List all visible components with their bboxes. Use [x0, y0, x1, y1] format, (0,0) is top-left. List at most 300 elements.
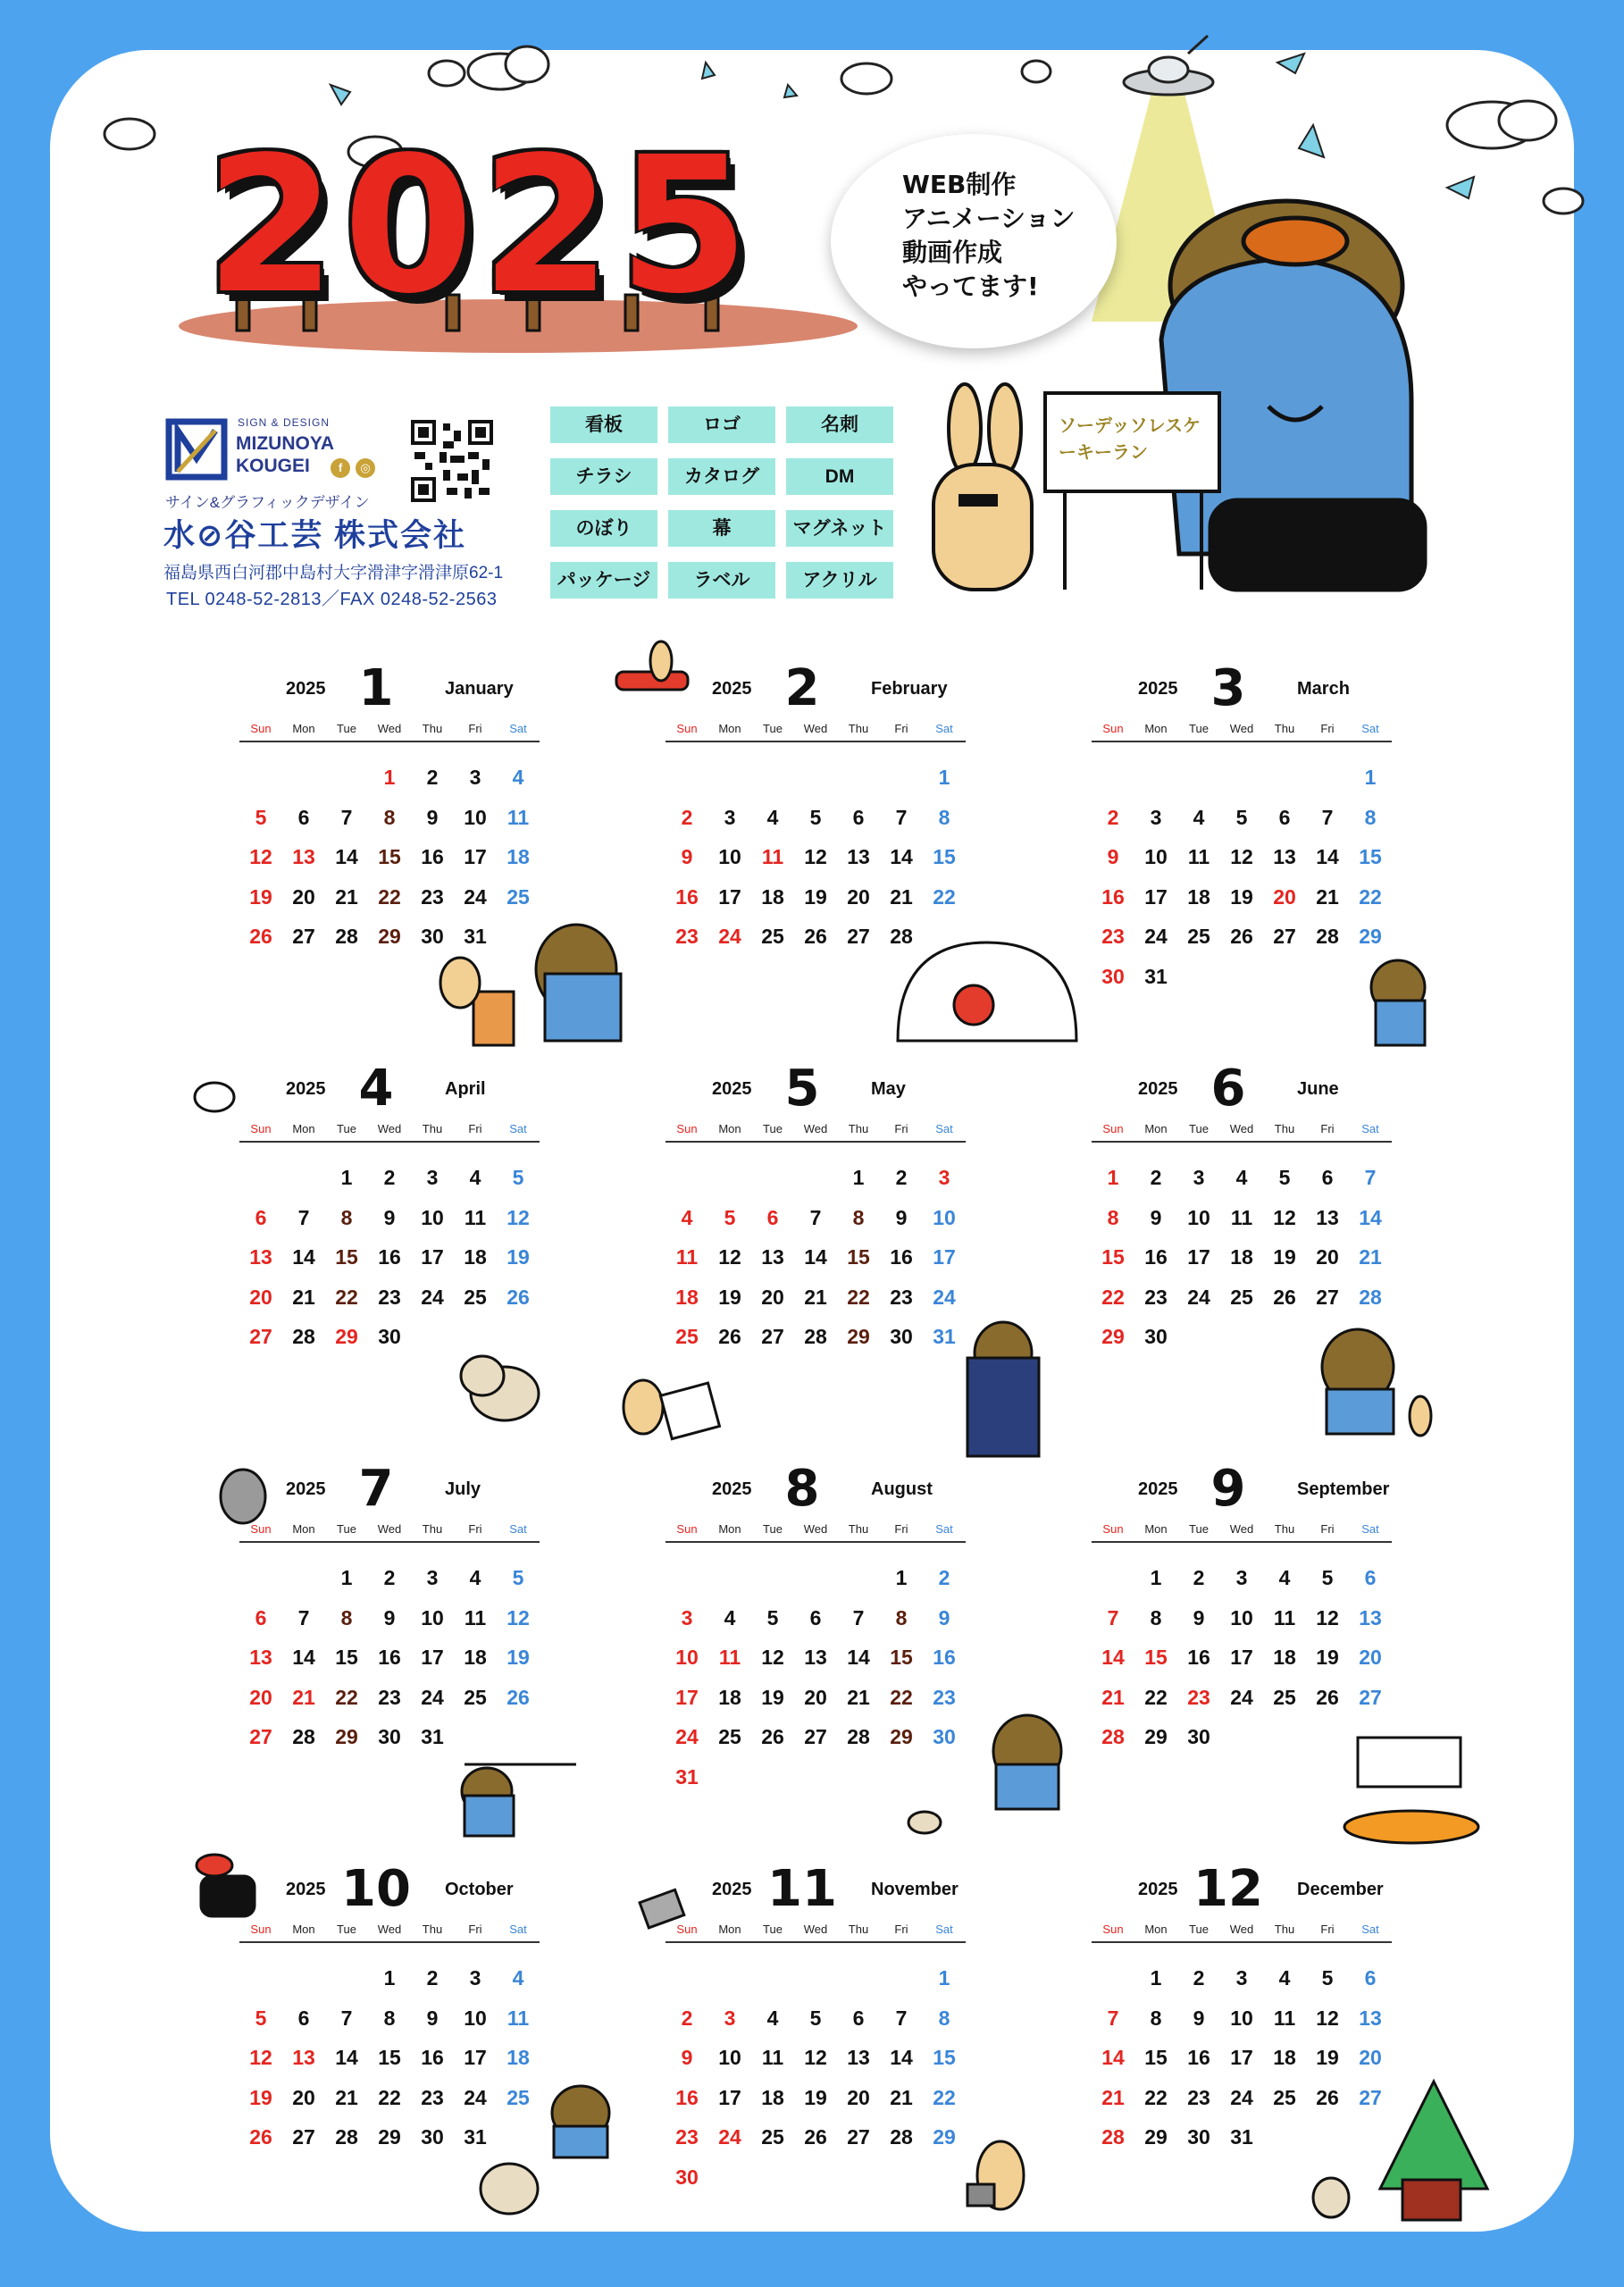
weekday-label: Wed	[1229, 1122, 1254, 1135]
empty-day	[880, 759, 923, 800]
day-cell: 22	[335, 1685, 358, 1709]
day-cell: 22	[1359, 884, 1382, 909]
day-cell: 13	[847, 2046, 870, 2069]
day-cell: 4	[469, 1166, 481, 1189]
weekday-label: Wed	[1229, 1522, 1254, 1536]
day-cell: 31	[464, 925, 487, 948]
day-cell: 11	[1230, 1205, 1253, 1229]
empty-day	[880, 1960, 923, 2000]
day-cell: 18	[761, 884, 784, 909]
day-cell: 1	[938, 766, 950, 789]
weekday-header	[1092, 1122, 1392, 1143]
day-cell: 3	[1235, 1966, 1248, 1990]
day-cell: 24	[933, 1285, 956, 1309]
weekday-label: Thu	[1274, 1122, 1295, 1135]
day-cell: 27	[292, 2125, 315, 2149]
day-cell: 12	[1230, 845, 1253, 868]
empty-day	[666, 759, 708, 800]
day-cell: 19	[1230, 884, 1253, 909]
weekday-label: Sun	[1102, 1122, 1124, 1135]
day-cell: 26	[804, 925, 827, 948]
day-cell: 17	[464, 845, 487, 868]
logo-name-line2: KOUGEI	[236, 456, 310, 476]
day-cell: 29	[1359, 925, 1382, 948]
day-cell: 25	[761, 2125, 784, 2149]
day-cell: 27	[804, 1725, 827, 1748]
day-cell: 4	[512, 766, 524, 789]
signboard-text: ソーデッソレスケーキーラン	[1059, 416, 1201, 463]
weekday-header	[1092, 722, 1392, 742]
weekday-label: Thu	[422, 722, 443, 735]
month-year: 2025	[712, 1479, 752, 1499]
day-cell: 8	[340, 1205, 353, 1229]
day-cell: 9	[383, 1605, 396, 1629]
weekday-label: Sat	[1361, 1122, 1379, 1135]
weekday-label: Sun	[1102, 1522, 1124, 1536]
day-cell: 31	[1144, 964, 1168, 988]
weekday-label: Tue	[1189, 1122, 1209, 1135]
weekday-label: Thu	[422, 1923, 443, 1936]
day-cell: 30	[421, 925, 444, 948]
day-cell: 14	[335, 2046, 358, 2069]
day-cell: 19	[249, 2085, 272, 2109]
day-cell: 6	[297, 2006, 310, 2030]
day-cell: 10	[464, 2006, 487, 2030]
day-cell: 18	[1273, 1646, 1296, 1669]
day-cell: 5	[512, 1566, 524, 1589]
weekday-label: Fri	[1320, 1522, 1335, 1536]
day-cell: 24	[1230, 2085, 1253, 2109]
day-cell: 15	[933, 2046, 956, 2069]
weekday-label: Mon	[718, 722, 741, 735]
weekday-label: Tue	[337, 1522, 356, 1536]
weekday-label: Thu	[848, 1923, 869, 1936]
day-cell: 4	[681, 1205, 693, 1229]
day-cell: 26	[249, 925, 272, 948]
day-cell: 26	[1273, 1285, 1296, 1309]
day-cell: 18	[506, 845, 530, 868]
day-cell: 12	[804, 2046, 827, 2069]
day-cell: 4	[469, 1566, 481, 1589]
weekday-label: Tue	[763, 1522, 783, 1536]
weekday-label: Fri	[894, 1122, 908, 1135]
weekday-header	[239, 1122, 540, 1143]
day-cell: 18	[506, 2046, 530, 2069]
day-cell: 3	[469, 1966, 481, 1990]
pug-icon	[195, 1083, 234, 1111]
day-cell: 6	[766, 1205, 779, 1229]
days-grid	[239, 1560, 540, 1759]
day-cell: 12	[761, 1646, 784, 1669]
empty-day	[751, 1560, 794, 1600]
weekday-label: Tue	[337, 722, 356, 735]
weekday-label: Sat	[935, 1923, 953, 1936]
day-cell: 16	[378, 1646, 401, 1669]
weekday-label: Sat	[1361, 1522, 1379, 1536]
weekday-label: Fri	[468, 1522, 482, 1536]
service-item: 幕	[668, 510, 775, 547]
day-cell: 23	[378, 1685, 401, 1709]
day-cell: 22	[933, 2085, 956, 2109]
day-cell: 7	[340, 2006, 353, 2030]
day-cell: 12	[1316, 2006, 1339, 2030]
weekday-label: Fri	[1320, 1923, 1335, 1936]
day-cell: 16	[1101, 884, 1125, 909]
day-cell: 28	[890, 2125, 913, 2149]
day-cell: 16	[1144, 1245, 1168, 1269]
day-cell: 31	[464, 2125, 487, 2149]
day-cell: 9	[938, 1605, 950, 1629]
day-cell: 20	[1273, 884, 1296, 909]
weekday-header	[239, 1923, 540, 1943]
day-cell: 6	[1364, 1966, 1377, 1990]
empty-day	[794, 1960, 837, 2000]
weekday-label: Thu	[1274, 1522, 1295, 1536]
empty-day	[1092, 759, 1134, 800]
day-cell: 22	[1144, 1685, 1168, 1709]
qr-code-icon[interactable]	[411, 420, 493, 502]
month-year: 2025	[286, 1880, 326, 1899]
day-cell: 2	[383, 1166, 396, 1189]
days-grid	[239, 1160, 540, 1359]
day-cell: 24	[421, 1685, 444, 1709]
day-cell: 21	[1359, 1245, 1382, 1269]
days-grid	[1092, 1560, 1392, 1759]
day-cell: 23	[1101, 925, 1125, 948]
day-cell: 8	[340, 1605, 353, 1629]
day-cell: 28	[292, 1325, 315, 1348]
day-cell: 30	[675, 2165, 699, 2189]
day-cell: 5	[512, 1166, 524, 1189]
day-cell: 28	[890, 925, 913, 948]
weekday-label: Tue	[763, 1122, 783, 1135]
day-cell: 11	[1273, 1605, 1296, 1629]
day-cell: 29	[890, 1725, 913, 1748]
day-cell: 2	[1107, 805, 1119, 829]
day-cell: 31	[675, 1764, 699, 1789]
day-cell: 9	[681, 845, 693, 868]
day-cell: 29	[1101, 1325, 1125, 1348]
day-cell: 17	[1187, 1245, 1210, 1269]
day-cell: 7	[297, 1605, 310, 1629]
day-cell: 15	[847, 1245, 870, 1269]
day-cell: 21	[1101, 2085, 1125, 2109]
day-cell: 6	[1364, 1566, 1377, 1589]
day-cell: 7	[895, 2006, 908, 2030]
month-name: April	[445, 1079, 486, 1099]
weekday-label: Sat	[1361, 722, 1379, 735]
weekday-label: Wed	[377, 1122, 402, 1135]
day-cell: 8	[938, 2006, 950, 2030]
day-cell: 16	[1187, 1646, 1210, 1669]
instagram-icon[interactable]: ◎	[356, 458, 375, 478]
weekday-label: Sat	[509, 1923, 527, 1936]
day-cell: 23	[421, 884, 444, 909]
day-cell: 18	[1273, 2046, 1296, 2069]
company-logo-icon	[165, 418, 228, 481]
day-cell: 30	[1187, 1725, 1210, 1748]
weekday-label: Sat	[935, 1122, 953, 1135]
service-item: 名刺	[786, 406, 893, 443]
empty-day	[751, 1960, 794, 2000]
day-cell: 1	[1150, 1566, 1162, 1589]
day-cell: 28	[292, 1725, 315, 1748]
day-cell: 25	[761, 925, 784, 948]
day-cell: 23	[1187, 1685, 1210, 1709]
weekday-label: Wed	[1229, 1923, 1254, 1936]
day-cell: 6	[297, 805, 310, 829]
weekday-header	[666, 1522, 966, 1543]
day-cell: 15	[1359, 845, 1382, 868]
day-cell: 4	[1278, 1566, 1291, 1589]
day-cell: 20	[1316, 1245, 1339, 1269]
day-cell: 30	[378, 1325, 401, 1348]
day-cell: 10	[718, 845, 741, 868]
day-cell: 16	[421, 845, 444, 868]
day-cell: 4	[512, 1966, 524, 1990]
month-name: December	[1297, 1880, 1384, 1899]
days-grid	[666, 1160, 966, 1359]
weekday-label: Wed	[1229, 722, 1254, 735]
day-cell: 27	[1359, 1685, 1382, 1709]
day-cell: 11	[718, 1646, 741, 1669]
cat-icon	[221, 1470, 265, 1523]
day-cell: 1	[340, 1166, 353, 1189]
day-cell: 23	[421, 2085, 444, 2109]
day-cell: 21	[804, 1285, 827, 1309]
weekday-label: Sun	[1102, 1923, 1124, 1936]
day-cell: 17	[1144, 884, 1168, 909]
day-cell: 1	[1150, 1966, 1162, 1990]
facebook-icon[interactable]: f	[331, 458, 350, 478]
day-cell: 12	[1273, 1205, 1296, 1229]
weekday-label: Sun	[1102, 722, 1124, 735]
day-cell: 3	[1150, 805, 1162, 829]
weekday-label: Wed	[803, 1923, 828, 1936]
weekday-label: Sat	[1361, 1923, 1379, 1936]
day-cell: 2	[426, 1966, 439, 1990]
weekday-label: Tue	[1189, 1522, 1209, 1536]
day-cell: 6	[809, 1605, 822, 1629]
service-item: アクリル	[786, 562, 893, 599]
weekday-label: Wed	[803, 722, 828, 735]
day-cell: 19	[249, 884, 272, 909]
day-cell: 3	[426, 1566, 439, 1589]
day-cell: 20	[804, 1685, 827, 1709]
month-year: 2025	[1138, 1479, 1178, 1499]
day-cell: 29	[933, 2125, 956, 2149]
empty-day	[1220, 759, 1263, 800]
month-number: 12	[1193, 1860, 1263, 1918]
day-cell: 10	[933, 1205, 956, 1229]
day-cell: 20	[847, 884, 870, 909]
day-cell: 10	[675, 1646, 699, 1669]
day-cell: 9	[1193, 1605, 1205, 1629]
day-cell: 8	[383, 2006, 396, 2030]
weekday-label: Wed	[803, 1522, 828, 1536]
weekday-label: Fri	[1320, 1122, 1335, 1135]
empty-day	[666, 1960, 708, 2000]
day-cell: 16	[675, 2085, 699, 2109]
day-cell: 29	[1144, 1725, 1168, 1748]
day-cell: 15	[890, 1646, 913, 1669]
day-cell: 26	[1316, 2085, 1339, 2109]
day-cell: 16	[421, 2046, 444, 2069]
day-cell: 28	[847, 1725, 870, 1748]
day-cell: 11	[1187, 845, 1210, 868]
day-cell: 16	[933, 1646, 956, 1669]
day-cell: 25	[464, 1285, 487, 1309]
day-cell: 15	[1144, 1646, 1168, 1669]
day-cell: 2	[681, 805, 693, 829]
weekday-label: Thu	[1274, 1923, 1295, 1936]
day-cell: 2	[681, 2006, 693, 2030]
day-cell: 22	[847, 1285, 870, 1309]
day-cell: 21	[1316, 884, 1339, 909]
day-cell: 27	[847, 2125, 870, 2149]
day-cell: 17	[421, 1245, 444, 1269]
day-cell: 17	[718, 2085, 741, 2109]
day-cell: 23	[675, 925, 699, 948]
day-cell: 13	[249, 1646, 272, 1669]
day-cell: 27	[1273, 925, 1296, 948]
weekday-label: Fri	[894, 1923, 908, 1936]
day-cell: 19	[506, 1646, 530, 1669]
empty-day	[239, 1960, 282, 2000]
month-name: September	[1297, 1479, 1390, 1499]
day-cell: 3	[724, 2006, 736, 2030]
day-cell: 10	[718, 2046, 741, 2069]
hat-icon	[197, 1855, 255, 1916]
day-cell: 5	[724, 1205, 736, 1229]
weekday-header	[1092, 1923, 1392, 1943]
day-cell: 19	[506, 1245, 530, 1269]
empty-day	[282, 1560, 325, 1600]
day-cell: 21	[292, 1685, 315, 1709]
empty-day	[1092, 1960, 1134, 2000]
day-cell: 7	[1107, 1605, 1119, 1629]
day-cell: 7	[1364, 1166, 1377, 1189]
day-cell: 11	[464, 1205, 487, 1229]
service-item: カタログ	[668, 458, 775, 495]
day-cell: 4	[1193, 805, 1205, 829]
empty-day	[239, 1160, 282, 1200]
day-cell: 9	[426, 805, 439, 829]
weekday-label: Sat	[935, 1522, 953, 1536]
month-year: 2025	[712, 1079, 752, 1099]
day-cell: 13	[249, 1245, 272, 1269]
month-year: 2025	[1138, 1880, 1178, 1899]
weekday-label: Thu	[848, 722, 869, 735]
bubble-line: アニメーション	[902, 204, 1076, 233]
empty-day	[239, 759, 282, 800]
month-name: October	[445, 1880, 514, 1899]
day-cell: 23	[675, 2125, 699, 2149]
weekday-label: Fri	[468, 722, 482, 735]
service-item: チラシ	[550, 458, 657, 495]
day-cell: 9	[681, 2046, 693, 2069]
day-cell: 13	[1316, 1205, 1339, 1229]
weekday-header	[666, 1122, 966, 1143]
day-cell: 29	[847, 1325, 870, 1348]
empty-day	[1263, 759, 1306, 800]
day-cell: 13	[1359, 2006, 1382, 2030]
day-cell: 30	[890, 1325, 913, 1348]
day-cell: 19	[1316, 2046, 1339, 2069]
day-cell: 28	[1101, 1725, 1125, 1748]
weekday-label: Tue	[337, 1122, 356, 1135]
month-number: 9	[1210, 1460, 1246, 1518]
day-cell: 22	[933, 884, 956, 909]
weekday-label: Sat	[509, 722, 527, 735]
day-cell: 25	[464, 1685, 487, 1709]
day-cell: 11	[506, 2006, 530, 2030]
day-cell: 28	[335, 2125, 358, 2149]
day-cell: 15	[378, 2046, 401, 2069]
day-cell: 30	[933, 1725, 956, 1748]
day-cell: 7	[895, 805, 908, 829]
month-number: 11	[767, 1860, 837, 1918]
day-cell: 25	[506, 884, 530, 909]
day-cell: 21	[1101, 1685, 1125, 1709]
day-cell: 4	[766, 805, 779, 829]
day-cell: 20	[249, 1285, 272, 1309]
weekday-label: Wed	[377, 722, 402, 735]
day-cell: 10	[1230, 1605, 1253, 1629]
month-year: 2025	[1138, 1079, 1178, 1099]
day-cell: 1	[383, 766, 396, 789]
empty-day	[325, 759, 368, 800]
bear-kimono-illustration	[967, 1322, 1039, 1456]
month-number: 7	[358, 1460, 394, 1518]
day-cell: 11	[761, 845, 784, 868]
day-cell: 7	[1107, 2006, 1119, 2030]
day-cell: 1	[340, 1566, 353, 1589]
day-cell: 25	[1273, 2085, 1296, 2109]
day-cell: 25	[506, 2085, 530, 2109]
day-cell: 1	[1107, 1166, 1119, 1189]
day-cell: 12	[506, 1205, 530, 1229]
days-grid	[666, 1560, 966, 1798]
day-cell: 21	[335, 2085, 358, 2109]
day-cell: 26	[506, 1285, 530, 1309]
day-cell: 6	[255, 1205, 267, 1229]
day-cell: 5	[1321, 1566, 1334, 1589]
day-cell: 19	[1273, 1245, 1296, 1269]
day-cell: 18	[464, 1245, 487, 1269]
day-cell: 20	[847, 2085, 870, 2109]
empty-day	[751, 1160, 794, 1200]
day-cell: 6	[852, 805, 865, 829]
day-cell: 31	[1230, 2125, 1253, 2149]
weekday-label: Tue	[337, 1923, 356, 1936]
day-cell: 8	[1150, 1605, 1162, 1629]
month-year: 2025	[286, 679, 326, 699]
day-cell: 2	[426, 766, 439, 789]
empty-day	[666, 1160, 708, 1200]
weekday-label: Wed	[377, 1522, 402, 1536]
empty-day	[708, 1160, 751, 1200]
day-cell: 5	[1321, 1966, 1334, 1990]
day-cell: 28	[1316, 925, 1339, 948]
day-cell: 5	[809, 805, 822, 829]
company-phone: TEL 0248-52-2813／FAX 0248-52-2563	[166, 590, 498, 609]
day-cell: 14	[1101, 1646, 1125, 1669]
day-cell: 27	[1316, 1285, 1339, 1309]
day-cell: 5	[255, 805, 267, 829]
day-cell: 11	[761, 2046, 784, 2069]
day-cell: 16	[675, 884, 699, 909]
